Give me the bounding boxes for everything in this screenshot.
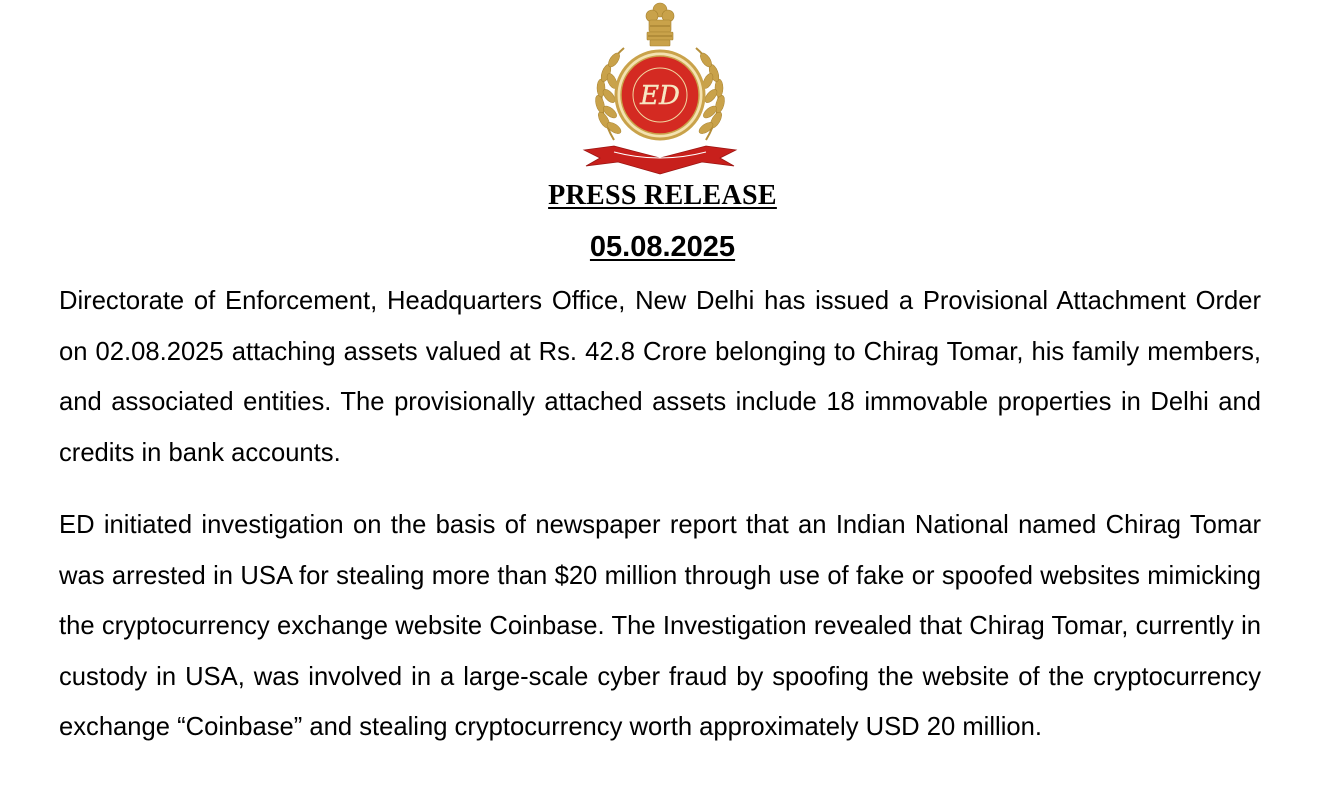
body-paragraph-1: Directorate of Enforcement, Headquarters Office, New Delhi has issued a Provisional Attachment Order on 02.08.2025 attaching assets valued at Rs. 42.8 Crore belonging to Chirag Tomar, his family members, and associated entities. The provisionally attached assets include 18 immovable properties in Delhi and credits in bank accounts. — [59, 287, 1261, 467]
title-text: PRESS RELEASE — [548, 180, 777, 211]
date-text: 05.08.2025 — [589, 231, 736, 263]
enforcement-directorate-emblem-icon — [574, 0, 746, 182]
release-date — [0, 231, 1325, 264]
body-paragraph-2: ED initiated investigation on the basis of newspaper report that an Indian National named Chirag Tomar was arrested in USA for stealing more than $20 million through use of fake or spoofed websites mimicking the cryptocurrency exchange website Coinbase. The Investigation revealed that Chirag Tomar, currently in custody in USA, was involved in a large-scale cyber fraud by spoofing the website of the cryptocurrency exchange “Coinbase” and stealing cryptocurrency worth approximately USD 20 million. — [59, 511, 1261, 741]
emblem-monogram: ED — [640, 81, 680, 111]
page-title — [0, 180, 1325, 212]
